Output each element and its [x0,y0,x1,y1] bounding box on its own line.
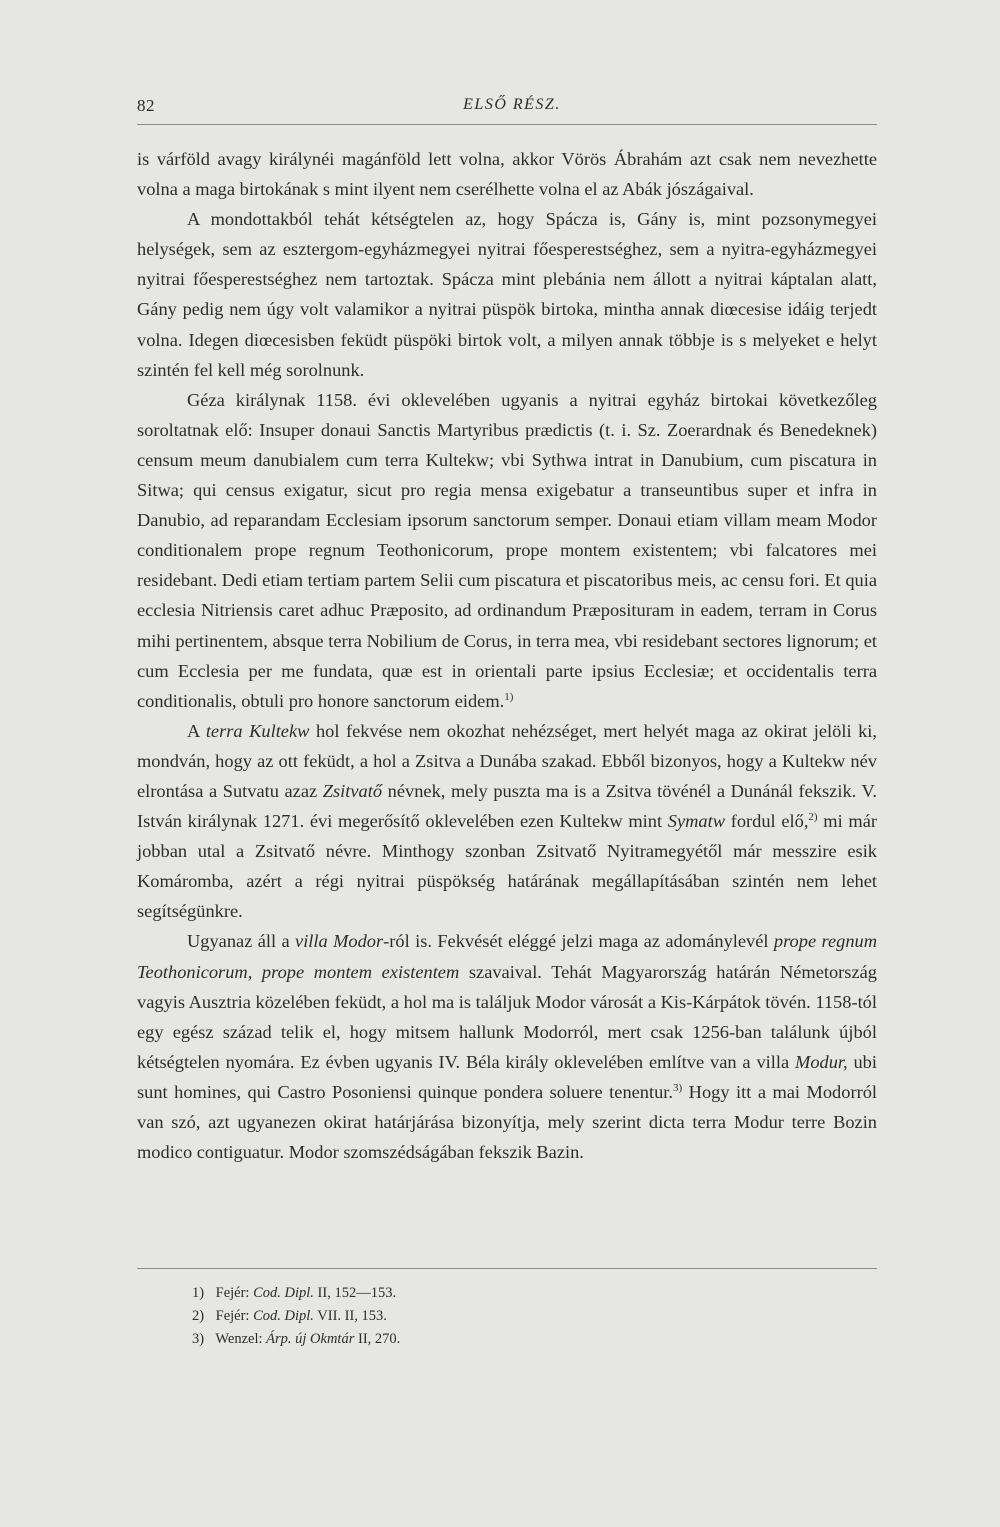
footnotes [192,1282,792,1351]
italic-run: terra Kultekw [205,720,310,741]
paragraph-3 [137,385,877,716]
italic-run: Modur, [795,1051,848,1072]
body-text [137,144,877,1167]
text-run: névnek, mely puszta ma is a Zsitva tövénél a Dunánál fekszik. V. István királynak 1271. évi megerősítő oklevelében ezen Kultekw mint [137,780,878,832]
footnote-rule [137,1268,877,1269]
italic-run: Symatw [667,811,726,832]
footnote-mark: 2) [192,1308,205,1324]
header-rule [137,124,877,125]
footnote-author: Wenzel: [215,1331,267,1347]
text-run: ubi sunt homines, qui Castro Posoniensi quinque pondera soluere tenentur. [137,1051,877,1102]
footnote-ref-1: 1) [504,690,514,703]
italic-run: villa Modor [295,931,384,952]
footnote-ref: VII. II, 153. [313,1308,387,1324]
italic-run: Zsitvatő [322,780,383,801]
footnote-mark: 3) [192,1331,205,1347]
footnote-author: Fejér: [215,1308,254,1324]
text-run: -ról is. Fekvését eléggé jelzi maga az adománylevél [383,931,774,952]
footnote-mark: 1) [192,1285,205,1301]
footnote-2 [192,1305,792,1328]
footnote-work: Árp. új Okmtár [266,1331,355,1347]
italic-run: prope regnum Teothonicorum, prope montem existentem [137,931,877,982]
text-run: mi már jobban utal a Zsitvatő névre. Minthogy szonban Zsitvatő Nyitramegyétől már messzire esik Komáromba, azért a régi nyitrai püspökség határának megállapításában szintén nem lehet segítségünkre. [137,811,877,922]
running-title: ELSŐ RÉSZ. [463,96,561,113]
paragraph-4 [137,716,877,927]
footnote-3 [192,1328,792,1351]
text-run: hol fekvése nem okozhat nehézséget, mert helyét maga az okirat jelöli ki, mondván, hogy az ott feküdt, a hol a Zsitva a Dunába szakad. Ebből bizonyos, hogy a Kultekw név elrontása a Sutvatu azaz [137,720,877,801]
footnote-work: Cod. Dipl. [253,1308,314,1324]
text-run: fordul elő, [725,811,809,832]
footnote-ref-2: 2) [808,810,818,823]
text-run: A [187,720,206,741]
text-run: Ugyanaz áll a [187,931,296,952]
footnote-ref: II, 152—153. [313,1285,397,1301]
footnote-ref: II, 270. [354,1331,401,1347]
paragraph-3-text: Géza királynak 1158. évi oklevelében ugyanis a nyitrai egyház birtokai következőleg soroltatnak elő: Insuper donaui Sanctis Martyribus prædictis (t. i. Sz. Zoerardnak és Benedeknek) censum meum danubialem cum terra Kultekw; vbi Sythwa intrat in Danubium, cum piscatura in Sitwa; qui census exigatur, sicut pro regia mensa exigebatur a transeuntibus super et infra in Danubio, ad reparandam Ecclesiam ipsorum sanctorum semper. Donaui etiam villam meam Modor conditionalem prope regnum Teothonicorum, prope montem existentem; vbi falcatores mei residebant. Dedi etiam tertiam partem Selii cum piscatura et piscatoribus meis, ac censu fori. Et quia ecclesia Nitriensis caret adhuc Præposito, ad ordinandum Præposituram in eadem, terram in Corus mihi pertinentem, absque terra Nobilium de Corus, in terra mea, vbi residebant sectores lignorum; et cum Ecclesia per me fundata, quæ est in orientali parte ipsius Ecclesiæ; et occidentalis terra conditionalis, obtuli pro honore sanctorum eidem. [137,389,877,711]
text-run: szavaival. Tehát Magyarország határán Németország vagyis Ausztria közelében feküdt, a hol ma is találjuk Modor városát a Kis-Kárpátok tövén. 1158-tól egy egész század telik el, hogy mitsem hallunk Modorról, mert csak 1256-ban találunk újból kétségtelen nyomára. Ez évben ugyanis IV. Béla király oklevelében említve van a villa [137,961,877,1072]
footnote-author: Fejér: [215,1285,254,1301]
text-run: Hogy itt a mai Modorról van szó, azt ugyanezen okirat határjárása bizonyítja, mely szerint dicta terra Modur terre Bozin modico contiguatur. Modor szomszédságában fekszik Bazin. [137,1081,878,1163]
running-head [137,96,877,120]
paragraph-2: A mondottakból tehát kétségtelen az, hogy Spácza is, Gány is, mint pozsonymegyei helységek, sem az esztergom-egyházmegyei nyitrai főesperestséghez, sem a nyitra-egyházmegyei nyitrai főesperestséghez nem tartoztak. Spácza mint plebánia nem állott a nyitrai káptalan alatt, Gány pedig nem úgy volt valamikor a nyitrai püspök birtoka, mintha annak diœcesise idáig terjedt volna. Idegen diœcesisben feküdt püspöki birtok volt, a milyen annak többje is s melyeket e helyt szintén fel kell még sorolnunk. [137,209,877,380]
paragraph-5 [137,926,877,1167]
footnote-ref-3: 3) [673,1081,683,1094]
paragraph-1: is várföld avagy királynéi magánföld lett volna, akkor Vörös Ábrahám azt csak nem nevezhette volna a maga birtokának s mint ilyent nem cserélhette volna el az Abák jószágaival. [137,149,877,200]
footnote-work: Cod. Dipl. [253,1285,314,1301]
footnote-1 [192,1282,792,1305]
page-number: 82 [137,96,155,115]
